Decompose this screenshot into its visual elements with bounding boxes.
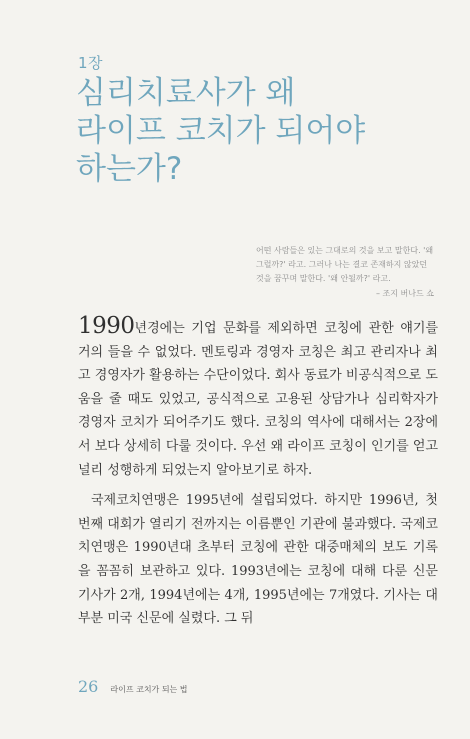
chapter-title-line: 라이프 코치가 되어야 xyxy=(76,113,366,149)
page-footer xyxy=(78,677,188,696)
page-number: 26 xyxy=(78,677,99,696)
epigraph xyxy=(256,244,434,301)
paragraph: 국제코치연맹은 1995년에 설립되었다. 하지만 1996년, 첫 번째 대회가 열리기 전까지는 이름뿐인 기관에 불과했다. 국제코치연맹은 1990년대 초부터 코칭에 관한 대중매체의 보도 기록을 꼼꼼히 보관하고 있다. 1993년에는 코칭에 대해 다룬 신문 기사가 2개, 1994년에는 4개, 1995년에는 7개였다. 기사는 대부분 미국 신문에 실렸다. 그 뒤 xyxy=(78,493,438,627)
running-head: 라이프 코치가 되는 법 xyxy=(110,685,188,694)
chapter-title-line: 심리치료사가 왜 xyxy=(76,75,296,111)
paragraph-text: 년경에는 기업 문화를 제외하면 코칭에 관한 얘기를 거의 들을 수 없었다. 멘토링과 경영자 코칭은 최고 관리자나 최고 경영자가 활용하는 수단이었다. 회사 동료가 비공식적으로 도움을 줄 때도 있었고, 공식적으로 고용된 상담가나 심리학자가 경영자 코치가 되어주기도 했다. 코칭의 역사에 대해서는 2장에서 보다 상세히 다룰 것이다. 우선 왜 라이프 코칭이 인기를 얻고 널리 성행하게 되었는지 알아보기로 하자. xyxy=(78,321,438,478)
chapter-title xyxy=(76,74,436,188)
chapter-label: 1장 xyxy=(78,54,104,72)
body-text xyxy=(78,313,438,631)
epigraph-quote: 어떤 사람들은 있는 그대로의 것을 보고 말한다. '왜 그럴까?' 라고. 그러나 나는 결코 존재하지 않았던 것을 꿈꾸며 말한다. '왜 안될까?' 라고. xyxy=(256,246,434,283)
epigraph-attribution: – 조지 버나드 쇼 xyxy=(376,289,434,298)
paragraph xyxy=(78,313,438,482)
chapter-title-line: 하는가? xyxy=(76,151,183,187)
lead-number: 1990 xyxy=(78,313,135,339)
